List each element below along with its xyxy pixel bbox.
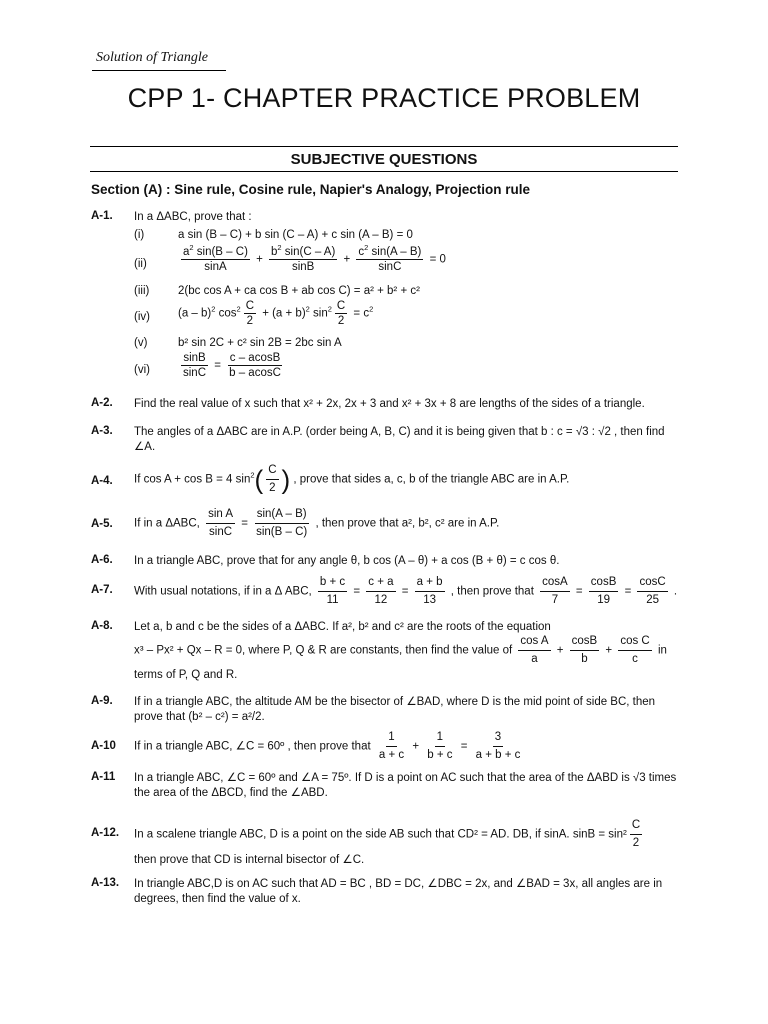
equation: 2(bc cos A + ca cos B + ab cos C) = a² + b² + c² (178, 285, 420, 297)
question-number: A-13. (91, 877, 120, 889)
question-number: A-11 (91, 771, 116, 783)
divider-top (90, 146, 678, 147)
question-text: Let a, b and c be the sides of a ΔABC. If a², b² and c² are the roots of the equation (134, 621, 551, 633)
question-text: In triangle ABC,D is on AC such that AD = BC , BD = DC, ∠DBC = 2x, and ∠BAD = 3x, all angles are in degrees, then find the value of x. (134, 878, 663, 905)
question-text: In a triangle ABC, ∠C = 60º and ∠A = 75º. If D is a point on AC such that the area of the ΔABD is √3 times the area of the ΔBCD, find the ∠ABD. (134, 772, 677, 799)
question-number: A-12. (91, 827, 120, 839)
part-label: (vi) (134, 364, 150, 376)
question-number: A-6. (91, 554, 113, 566)
part-label: (iv) (134, 311, 150, 323)
question-number: A-3. (91, 425, 113, 437)
question-number: A-7. (91, 584, 113, 596)
question-text: If in a ΔABC, $\frac{\text{sin A}}{\sin C}$ = $\frac{\sin(A - B)}{\sin(B - C)}$ , then prove that a², b², c² are in A.P. (134, 508, 500, 538)
section-heading: SUBJECTIVE QUESTIONS (290, 151, 478, 168)
equation: $\frac{\sin B}{\sin C}$ = $\frac{c - acosB}{b - acosC}$ (183, 352, 281, 379)
equation: (a – b)$^2$ $\cos^2$ $\frac{C}{2}$ + $(a + b)^2$ $\sin^2$ $\frac{C}{2}$ = $c^2$ (178, 300, 374, 327)
page-title: CPP 1- CHAPTER PRACTICE PROBLEM (127, 83, 641, 113)
question-text: If in a triangle ABC, the altitude AM be the bisector of ∠BAD, where D is the mid point of side BC, then prove that (b² – c²) = a²/2. (134, 696, 656, 723)
equation: a sin (B – C) + b sin (C – A) + c sin (A – B) = 0 (178, 229, 413, 241)
question-number: A-2. (91, 397, 113, 409)
question-text: If in a triangle ABC, ∠C = 60º , then prove that $\frac{1}{a + c}$ + $\frac{1}{b + c}$ = $\frac{3}{a + b + c}$ (134, 731, 521, 761)
question-text: If cos A + cos B = 4 $\sin^2$( $\frac{C}{2}$ ) , prove that sides a, c, b of the triangle ABC are in A.P. (134, 464, 570, 495)
question-text: Find the real value of x such that x² + 2x, 2x + 3 and x² + 3x + 8 are lengths of the sides of a triangle. (134, 398, 645, 410)
chapter-header (96, 50, 208, 66)
question-text: then prove that CD is internal bisector of ∠C. (134, 854, 365, 866)
question-text: In a scalene triangle ABC, D is a point on the side AB such that CD² = AD. DB, if sinA. sinB = sin² $\frac{C}{2}$ (134, 819, 641, 849)
question-text: In a triangle ABC, prove that for any angle θ, b cos (A – θ) + a cos (B + θ) = c cos θ. (134, 555, 560, 567)
header-underline (92, 70, 226, 71)
part-label: (iii) (134, 285, 150, 297)
part-label: (ii) (134, 258, 147, 270)
question-number: A-10 (91, 740, 116, 752)
question-text: The angles of a ΔABC are in A.P. (order being A, B, C) and it is being given that b : c = √3 : √2 , then find ∠A. (134, 426, 665, 453)
part-label: (i) (134, 229, 145, 241)
divider-bottom (90, 171, 678, 172)
question-text: terms of P, Q and R. (134, 669, 238, 681)
question-text: In a ΔABC, prove that : (134, 211, 252, 223)
equation: $\frac{a^2 \sin(B - C)}{\sin A}$ + $\frac{b^2 \sin(C - A)}{\sin B}$ + $\frac{c^2 \sin(A - B)}{\sin C}$ = 0 (183, 243, 446, 273)
equation: b² sin 2C + c² sin 2B = 2bc sin A (178, 337, 342, 349)
section-title: Section (A) : Sine rule, Cosine rule, Napier's Analogy, Projection rule (91, 182, 531, 197)
question-number: A-4. (91, 475, 113, 487)
part-label: (v) (134, 337, 148, 349)
chapter-name: Solution of Triangle (96, 50, 209, 65)
question-number: A-1. (91, 210, 113, 222)
question-text: With usual notations, if in a Δ ABC, $\frac{b + c}{11}$ = $\frac{c + a}{12}$ = $\frac{a + b}{13}$ , then prove that $\frac{\cos A}{7}$ = $\frac{\cos B}{19}$ = $\frac{\cos C}{25}$ . (134, 576, 678, 606)
question-number: A-8. (91, 620, 113, 632)
question-text: x³ – Px² + Qx – R = 0, where P, Q & R are constants, then find the value of $\frac{\text{cos A}}{a}$ + $\frac{\cos B}{b}$ + $\frac{\text{cos C}}{c}$ in (134, 635, 667, 665)
question-number: A-5. (91, 518, 113, 530)
question-number: A-9. (91, 695, 113, 707)
